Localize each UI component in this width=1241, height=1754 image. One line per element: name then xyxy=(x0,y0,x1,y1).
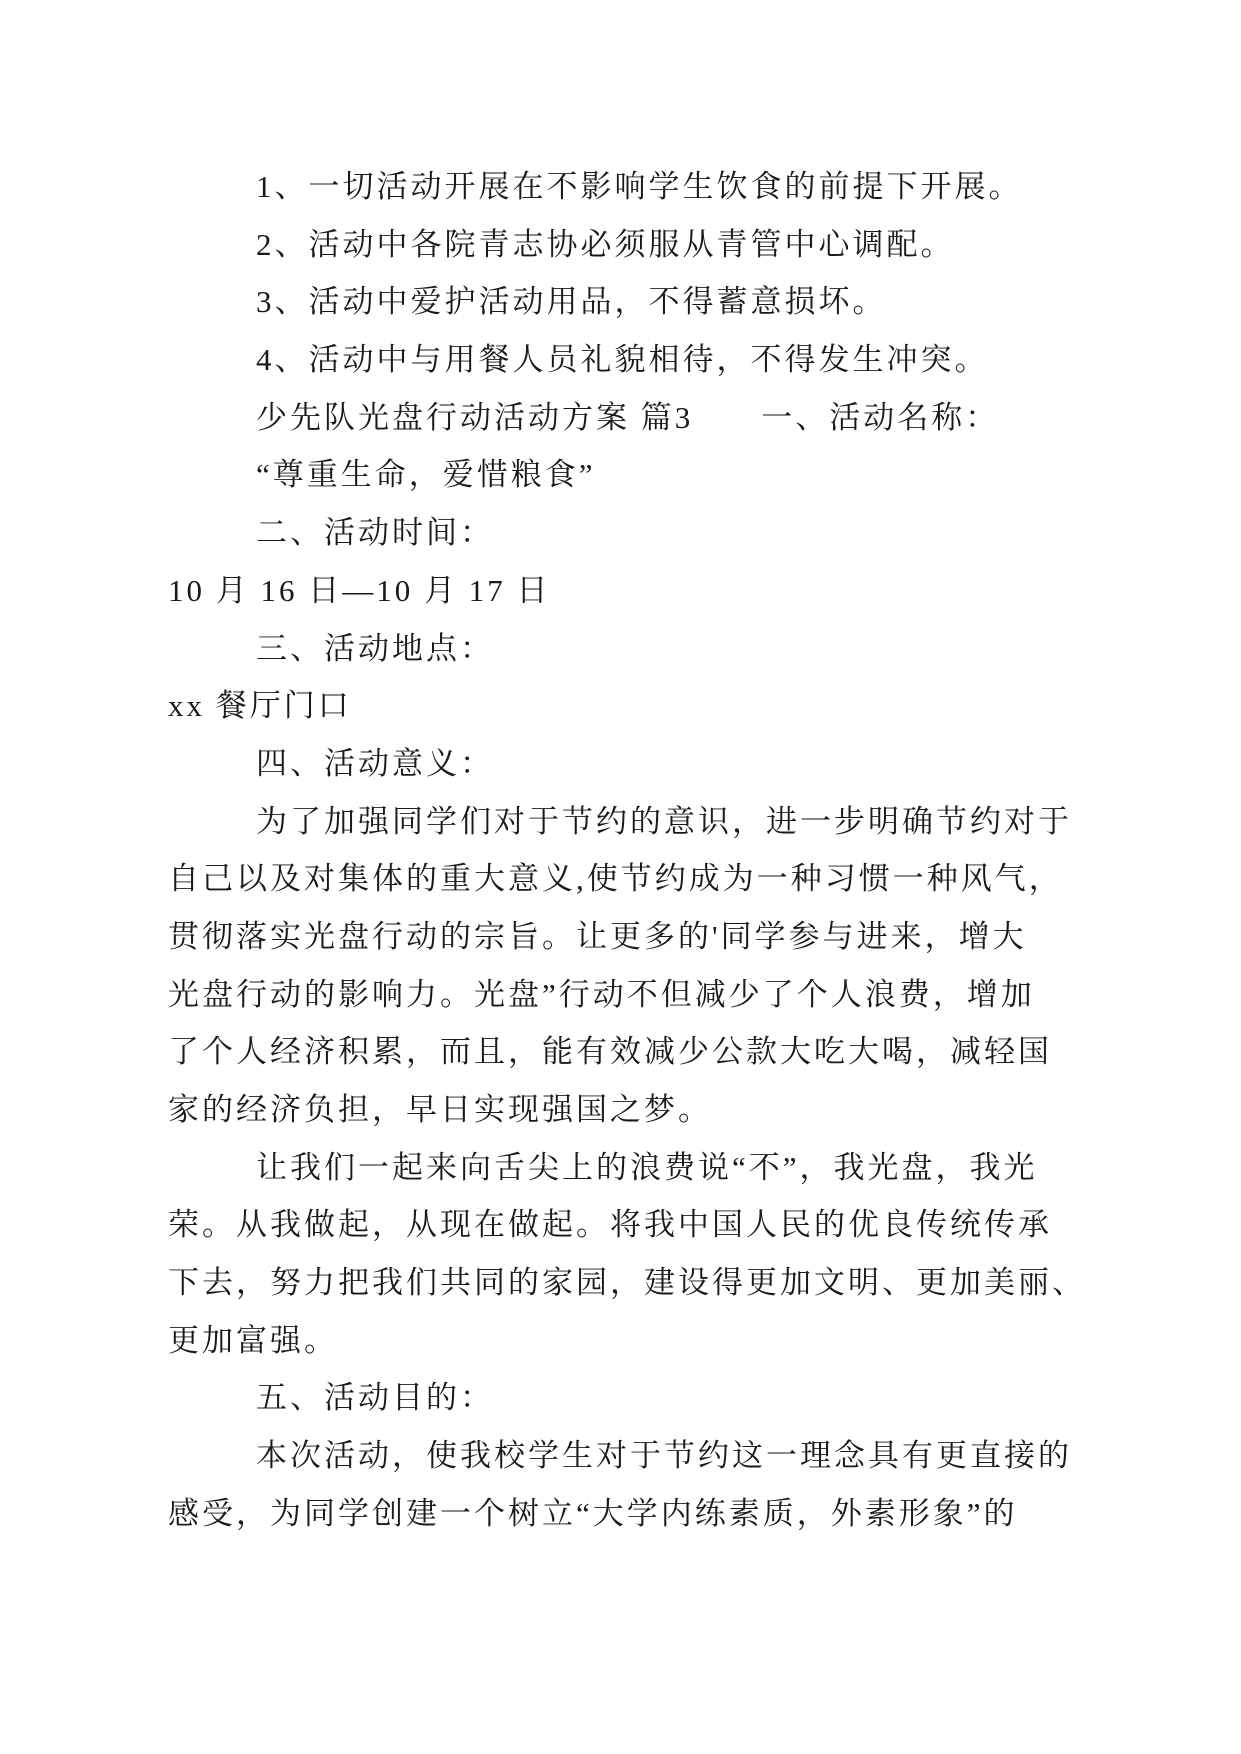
text-line-12: 为了加强同学们对于节约的意识，进一步明确节约对于 xyxy=(256,803,1072,839)
text-line-22: 五、活动目的： xyxy=(256,1380,494,1416)
text-line-16: 了个人经济积累，而且，能有效减少公款大吃大喝，减轻国 xyxy=(168,1034,1052,1070)
text-line-17: 家的经济负担，早日实现强国之梦。 xyxy=(168,1092,712,1127)
document-body xyxy=(168,158,1086,1543)
text-line-20: 下去，努力把我们共同的家园，建设得更加文明、更加美丽、 xyxy=(168,1265,1086,1301)
text-line-23: 本次活动，使我校学生对于节约这一理念具有更直接的 xyxy=(256,1438,1072,1474)
text-line-1: 1、一切活动开展在不影响学生饮食的前提下开展。 xyxy=(256,169,1023,204)
text-line-9: 三、活动地点： xyxy=(256,630,494,666)
text-line-13: 自己以及对集体的重大意义,使节约成为一种习惯一种风气， xyxy=(168,861,1063,897)
text-line-21: 更加富强。 xyxy=(168,1322,338,1358)
text-line-24: 感受，为同学创建一个树立“大学内练素质，外素形象”的 xyxy=(168,1495,1018,1531)
text-line-3: 3、活动中爱护活动用品，不得蓄意损坏。 xyxy=(256,284,887,320)
text-line-18: 让我们一起来向舌尖上的浪费说“不”，我光盘，我光 xyxy=(256,1149,1038,1185)
text-line-10: xx 餐厅门口 xyxy=(168,688,352,724)
text-line-7: 二、活动时间： xyxy=(256,515,494,551)
text-line-8: 10 月 16 日—10 月 17 日 xyxy=(168,572,551,608)
text-line-2: 2、活动中各院青志协必须服从青管中心调配。 xyxy=(256,226,955,262)
text-line-14: 贯彻落实光盘行动的宗旨。让更多的'同学参与进来，增大 xyxy=(168,918,1027,954)
text-line-19: 荣。从我做起，从现在做起。将我中国人民的优良传统传承 xyxy=(168,1207,1052,1243)
text-line-5: 少先队光盘行动活动方案 篇3 一、活动名称： xyxy=(256,399,1000,435)
text-line-6: “尊重生命，爱惜粮食” xyxy=(256,457,596,493)
text-line-4: 4、活动中与用餐人员礼貌相待，不得发生冲突。 xyxy=(256,342,989,378)
text-line-11: 四、活动意义： xyxy=(256,745,494,781)
text-line-15: 光盘行动的影响力。光盘”行动不但减少了个人浪费，增加 xyxy=(168,976,1035,1012)
